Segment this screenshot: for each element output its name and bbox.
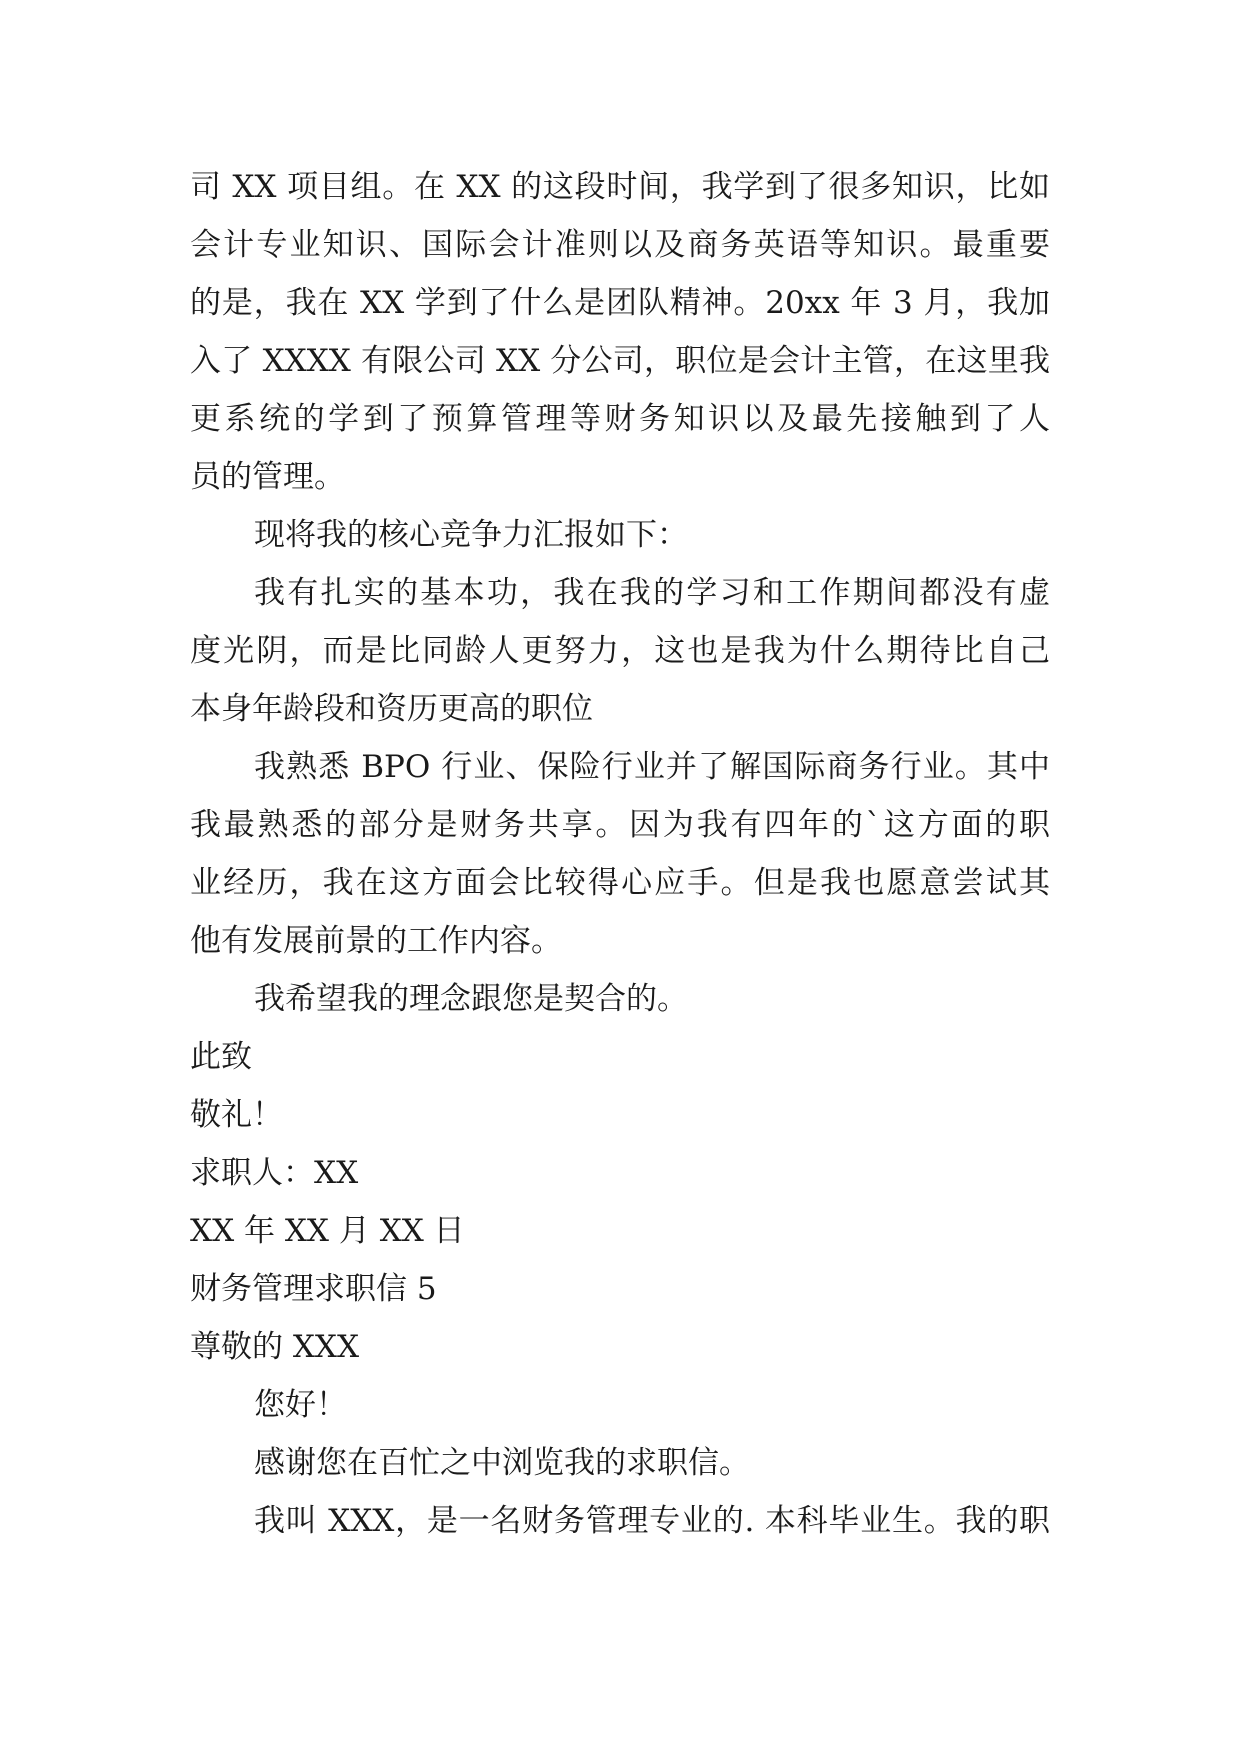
section-title: 财务管理求职信 5 bbox=[190, 1271, 437, 1307]
body-line: 我最熟悉的部分是财务共享。因为我有四年的`这方面的职 bbox=[190, 807, 1050, 843]
paragraph-line: 我熟悉 BPO 行业、保险行业并了解国际商务行业。其中 bbox=[254, 749, 1050, 785]
body-line: 会计专业知识、国际会计准则以及商务英语等知识。最重要 bbox=[190, 227, 1050, 263]
body-line: 更系统的学到了预算管理等财务知识以及最先接触到了人 bbox=[190, 401, 1050, 437]
salutation: 尊敬的 XXX bbox=[190, 1329, 360, 1365]
paragraph-line: 我叫 XXX，是一名财务管理专业的. 本科毕业生。我的职 bbox=[254, 1503, 1050, 1539]
applicant-name: 求职人：XX bbox=[190, 1155, 359, 1191]
paragraph-line: 我希望我的理念跟您是契合的。 bbox=[254, 981, 688, 1017]
body-line: 本身年龄段和资历更高的职位 bbox=[190, 691, 593, 727]
body-line: 入了 XXXX 有限公司 XX 分公司，职位是会计主管，在这里我 bbox=[190, 343, 1050, 379]
letter-date: XX 年 XX 月 XX 日 bbox=[190, 1213, 465, 1249]
body-line: 度光阴，而是比同龄人更努力，这也是我为什么期待比自己 bbox=[190, 633, 1050, 669]
paragraph-line: 我有扎实的基本功，我在我的学习和工作期间都没有虚 bbox=[254, 575, 1050, 611]
body-line: 的是，我在 XX 学到了什么是团队精神。20xx 年 3 月，我加 bbox=[190, 285, 1050, 321]
letter-body bbox=[190, 158, 1050, 1550]
body-line: 司 XX 项目组。在 XX 的这段时间，我学到了很多知识，比如 bbox=[190, 169, 1050, 205]
greeting: 您好！ bbox=[254, 1387, 347, 1423]
paragraph-line: 感谢您在百忙之中浏览我的求职信。 bbox=[254, 1445, 750, 1481]
body-line: 业经历，我在这方面会比较得心应手。但是我也愿意尝试其 bbox=[190, 865, 1050, 901]
paragraph-line: 现将我的核心竞争力汇报如下： bbox=[254, 517, 688, 553]
body-line: 员的管理。 bbox=[190, 459, 345, 495]
body-line: 他有发展前景的工作内容。 bbox=[190, 923, 562, 959]
closing-line: 此致 bbox=[190, 1039, 252, 1075]
closing-salute: 敬礼！ bbox=[190, 1097, 283, 1133]
